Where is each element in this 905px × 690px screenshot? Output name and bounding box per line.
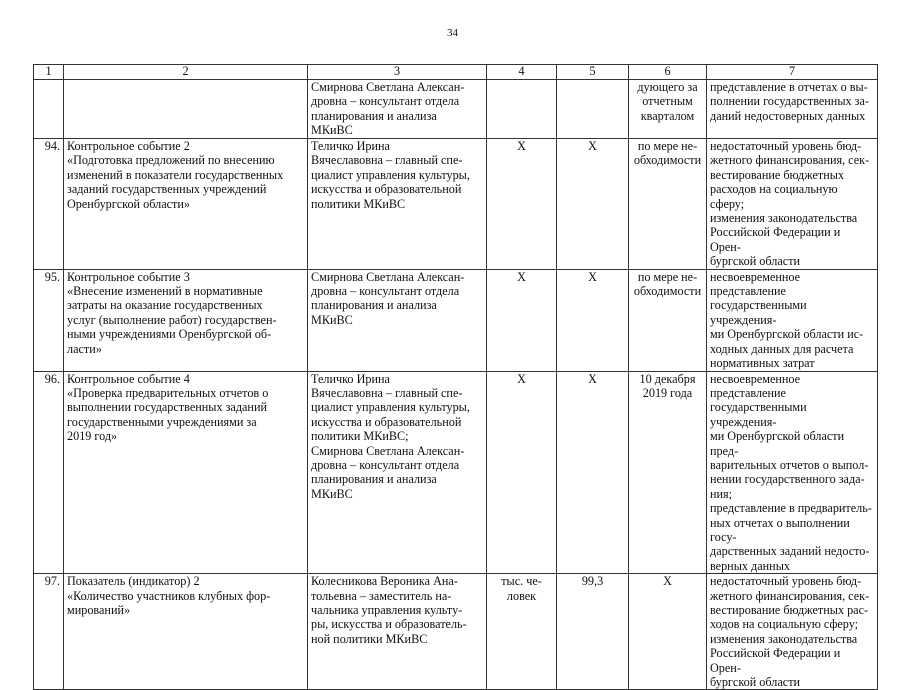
row-number: 94. xyxy=(34,139,64,270)
risks-cell: несвоевременное представление государственными учреждения- ми Оренбургской области пред- варительных отчетов о выпол- нении государственного зада- ния; представление в предваритель- ных отчетах о выполнении госу- дарственных заданий недосто- верных данных xyxy=(707,371,878,574)
deadline-cell: Х xyxy=(629,574,707,690)
risks-cell: недостаточный уровень бюд- жетного финансирования, сек- вестирование бюджетных расходов на социальную сферу; изменения законодательства Российской Федерации и Орен- бургской области xyxy=(707,139,878,270)
column-4-cell: Х xyxy=(487,371,557,574)
table-row xyxy=(34,139,878,270)
responsible-cell: Теличко Ирина Вячеславовна – главный спе- циалист управления культуры, искусства и образовательной политики МКиВС xyxy=(308,139,487,270)
column-4-cell: Х xyxy=(487,269,557,371)
deadline-cell: дующего за отчетным кварталом xyxy=(629,80,707,139)
risks-cell: несвоевременное представление государственными учреждения- ми Оренбургской области ис- ходных данных для расчета нормативных затрат xyxy=(707,269,878,371)
column-header: 3 xyxy=(308,65,487,80)
row-number: 96. xyxy=(34,371,64,574)
responsible-cell: Смирнова Светлана Алексан- дровна – консультант отдела планирования и анализа МКиВС xyxy=(308,80,487,139)
row-number: 97. xyxy=(34,574,64,690)
column-4-cell: Х xyxy=(487,139,557,270)
event-cell: Контрольное событие 3 «Внесение изменений в нормативные затраты на оказание государственных услуг (выполнение работ) государствен- ными учреждениями Оренбургской об- ласти» xyxy=(64,269,308,371)
deadline-cell: по мере не- обходимости xyxy=(629,269,707,371)
column-5-cell: Х xyxy=(557,139,629,270)
plan-table xyxy=(33,64,878,690)
row-number xyxy=(34,80,64,139)
column-header: 1 xyxy=(34,65,64,80)
responsible-cell: Смирнова Светлана Алексан- дровна – консультант отдела планирования и анализа МКиВС xyxy=(308,269,487,371)
column-header: 2 xyxy=(64,65,308,80)
column-5-cell: 99,3 xyxy=(557,574,629,690)
column-5-cell xyxy=(557,80,629,139)
table-row xyxy=(34,269,878,371)
table-header-row xyxy=(34,65,878,80)
page-number: 34 xyxy=(447,27,458,39)
deadline-cell: по мере не- обходимости xyxy=(629,139,707,270)
deadline-cell: 10 декабря 2019 года xyxy=(629,371,707,574)
column-header: 6 xyxy=(629,65,707,80)
column-header: 7 xyxy=(707,65,878,80)
risks-cell: представление в отчетах о вы- полнении государственных за- даний недостоверных данных xyxy=(707,80,878,139)
table-row xyxy=(34,371,878,574)
event-cell: Показатель (индикатор) 2 «Количество участников клубных фор- мирований» xyxy=(64,574,308,690)
column-4-cell xyxy=(487,80,557,139)
responsible-cell: Теличко Ирина Вячеславовна – главный спе- циалист управления культуры, искусства и образовательной политики МКиВС; Смирнова Светлана Алексан- дровна – консультант отдела планирования и анализа МКиВС xyxy=(308,371,487,574)
event-cell: Контрольное событие 2 «Подготовка предложений по внесению изменений в показатели государственных заданий государственных учреждений Оренбургской области» xyxy=(64,139,308,270)
column-5-cell: Х xyxy=(557,269,629,371)
event-cell xyxy=(64,80,308,139)
row-number: 95. xyxy=(34,269,64,371)
table-row xyxy=(34,574,878,690)
column-5-cell: Х xyxy=(557,371,629,574)
event-cell: Контрольное событие 4 «Проверка предварительных отчетов о выполнении государственных заданий государственными учреждениями за 2019 год» xyxy=(64,371,308,574)
responsible-cell: Колесникова Вероника Ана- тольевна – заместитель на- чальника управления культу- ры, искусства и образователь- ной политики МКиВС xyxy=(308,574,487,690)
risks-cell: недостаточный уровень бюд- жетного финансирования, сек- вестирование бюджетных рас- ходов на социальную сферу; изменения законодательства Российской Федерации и Орен- бургской области xyxy=(707,574,878,690)
column-header: 5 xyxy=(557,65,629,80)
column-4-cell: тыс. че- ловек xyxy=(487,574,557,690)
column-header: 4 xyxy=(487,65,557,80)
table-row-continuation xyxy=(34,80,878,139)
